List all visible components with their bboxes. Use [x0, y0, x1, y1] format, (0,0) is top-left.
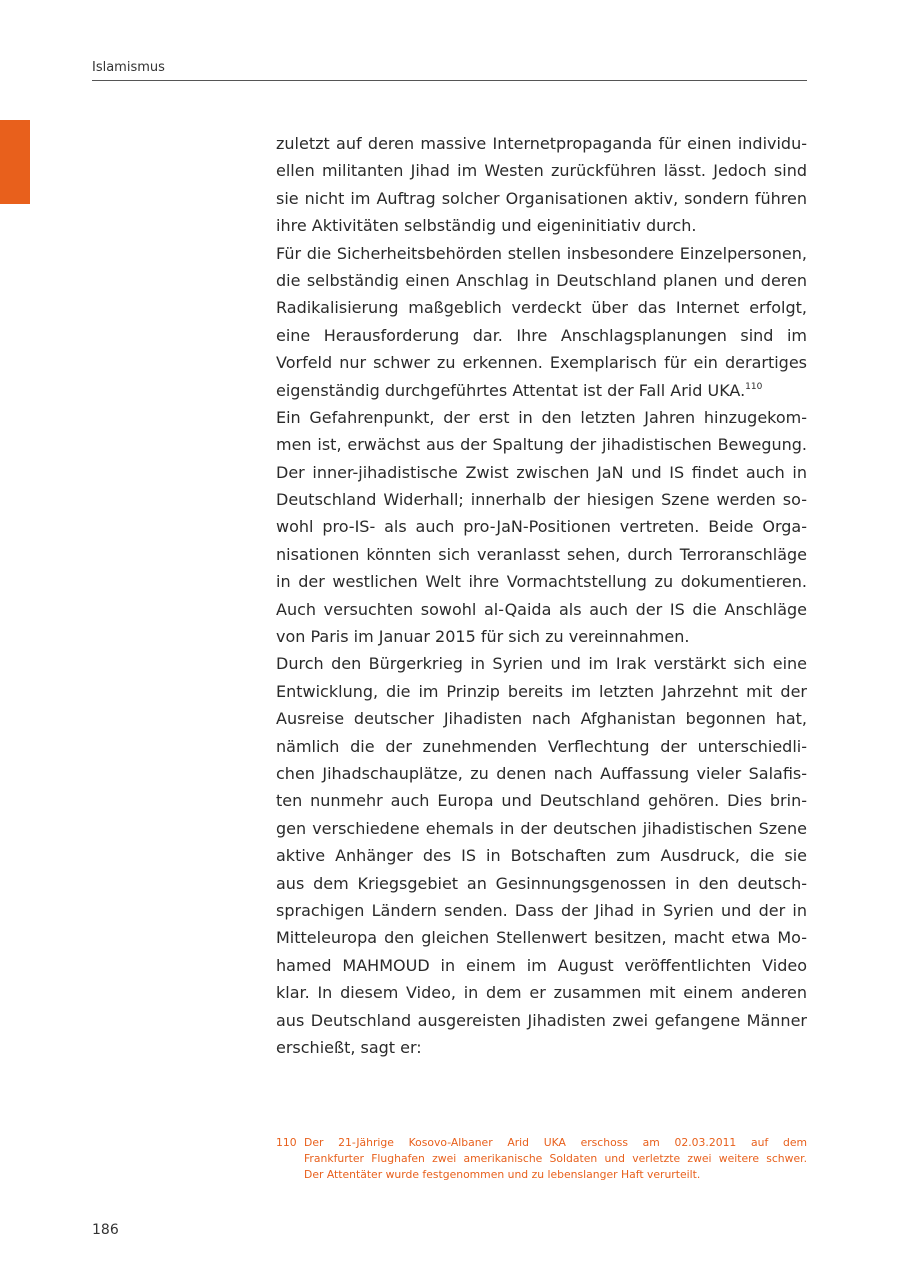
- body-line: Der inner-jihadistische Zwist zwischen JaN und IS findet auch in: [276, 462, 807, 482]
- body-line-with-footnote: [276, 377, 807, 404]
- body-text: [276, 130, 807, 1061]
- body-line: sprachigen Ländern senden. Dass der Jihad in Syrien und der in: [276, 900, 807, 920]
- body-line: in der westlichen Welt ihre Vormachtstellung zu dokumentieren.: [276, 572, 807, 592]
- footnote-row: [276, 1135, 807, 1182]
- body-line: die selbständig einen Anschlag in Deutschland planen und deren: [276, 270, 807, 290]
- body-line: aus dem Kriegsgebiet an Gesinnungsgenossen in den deutsch-: [276, 873, 807, 893]
- body-line: Auch versuchten sowohl al-Qaida als auch der IS die Anschläge: [276, 599, 807, 619]
- body-line: Deutschland Widerhall; innerhalb der hiesigen Szene werden so-: [276, 490, 807, 510]
- body-line: ten nunmehr auch Europa und Deutschland gehören. Dies brin-: [276, 791, 807, 811]
- footnote: [276, 1135, 807, 1182]
- body-line: nisationen könnten sich veranlasst sehen, durch Terroranschläge: [276, 544, 807, 564]
- body-line: zuletzt auf deren massive Internetpropaganda für einen individu-: [276, 134, 807, 153]
- footnote-text: [304, 1135, 807, 1182]
- running-title: Islamismus: [92, 60, 165, 75]
- body-line: eigenständig durchgeführtes Attentat ist der Fall Arid UKA.: [276, 380, 746, 400]
- body-line: von Paris im Januar 2015 für sich zu vereinnahmen.: [276, 627, 690, 647]
- body-line: Mitteleuropa den gleichen Stellenwert besitzen, macht etwa Mo-: [276, 928, 807, 948]
- body-line: gen verschiedene ehemals in der deutschen jihadistischen Szene: [276, 818, 807, 838]
- body-line: Vorfeld nur schwer zu erkennen. Exemplarisch für ein derartiges: [276, 353, 807, 373]
- footnote-line: Der Attentäter wurde festgenommen und zu lebenslanger Haft verurteilt.: [304, 1167, 701, 1181]
- footnote-line: Der 21-Jährige Kosovo-Albaner Arid UKA erschoss am 02.03.2011 auf dem: [304, 1136, 807, 1149]
- body-line: Entwicklung, die im Prinzip bereits im letzten Jahrzehnt mit der: [276, 681, 807, 701]
- body-line: sie nicht im Auftrag solcher Organisationen aktiv, sondern führen: [276, 188, 807, 208]
- body-line: men ist, erwächst aus der Spaltung der jihadistischen Bewegung.: [276, 435, 807, 455]
- body-line: hamed MAHMOUD in einem im August veröffentlichten Video: [276, 955, 807, 975]
- body-line: ellen militanten Jihad im Westen zurückführen lässt. Jedoch sind: [276, 161, 807, 181]
- chapter-tab-marker: [0, 120, 30, 204]
- footnote-line: Frankfurter Flughafen zwei amerikanische Soldaten und verletzte zwei weitere schwer.: [304, 1151, 807, 1165]
- body-line: Durch den Bürgerkrieg in Syrien und im Irak verstärkt sich eine: [276, 654, 807, 674]
- body-line: aktive Anhänger des IS in Botschaften zum Ausdruck, die sie: [276, 846, 807, 866]
- footnote-reference[interactable]: 110: [745, 381, 763, 392]
- body-line: Ein Gefahrenpunkt, der erst in den letzten Jahren hinzugekom-: [276, 407, 807, 427]
- body-line: klar. In diesem Video, in dem er zusammen mit einem anderen: [276, 983, 807, 1003]
- body-line: wohl pro-IS- als auch pro-JaN-Positionen vertreten. Beide Orga-: [276, 517, 807, 537]
- body-line: Für die Sicherheitsbehörden stellen insbesondere Einzelpersonen,: [276, 243, 807, 263]
- body-line: Radikalisierung maßgeblich verdeckt über das Internet erfolgt,: [276, 298, 807, 318]
- header-rule: [92, 80, 807, 81]
- body-line: nämlich die der zunehmenden Verflechtung der unterschiedli-: [276, 736, 807, 756]
- body-line: erschießt, sagt er:: [276, 1037, 422, 1057]
- footnote-number: 110: [276, 1136, 297, 1149]
- body-line: eine Herausforderung dar. Ihre Anschlagsplanungen sind im: [276, 325, 807, 345]
- page-number: 186: [92, 1222, 119, 1238]
- body-line: Ausreise deutscher Jihadisten nach Afghanistan begonnen hat,: [276, 709, 807, 729]
- body-line: ihre Aktivitäten selbständig und eigeninitiativ durch.: [276, 216, 697, 236]
- body-line: aus Deutschland ausgereisten Jihadisten zwei gefangene Männer: [276, 1010, 807, 1030]
- body-line: chen Jihadschauplätze, zu denen nach Auffassung vieler Salafis-: [276, 763, 807, 783]
